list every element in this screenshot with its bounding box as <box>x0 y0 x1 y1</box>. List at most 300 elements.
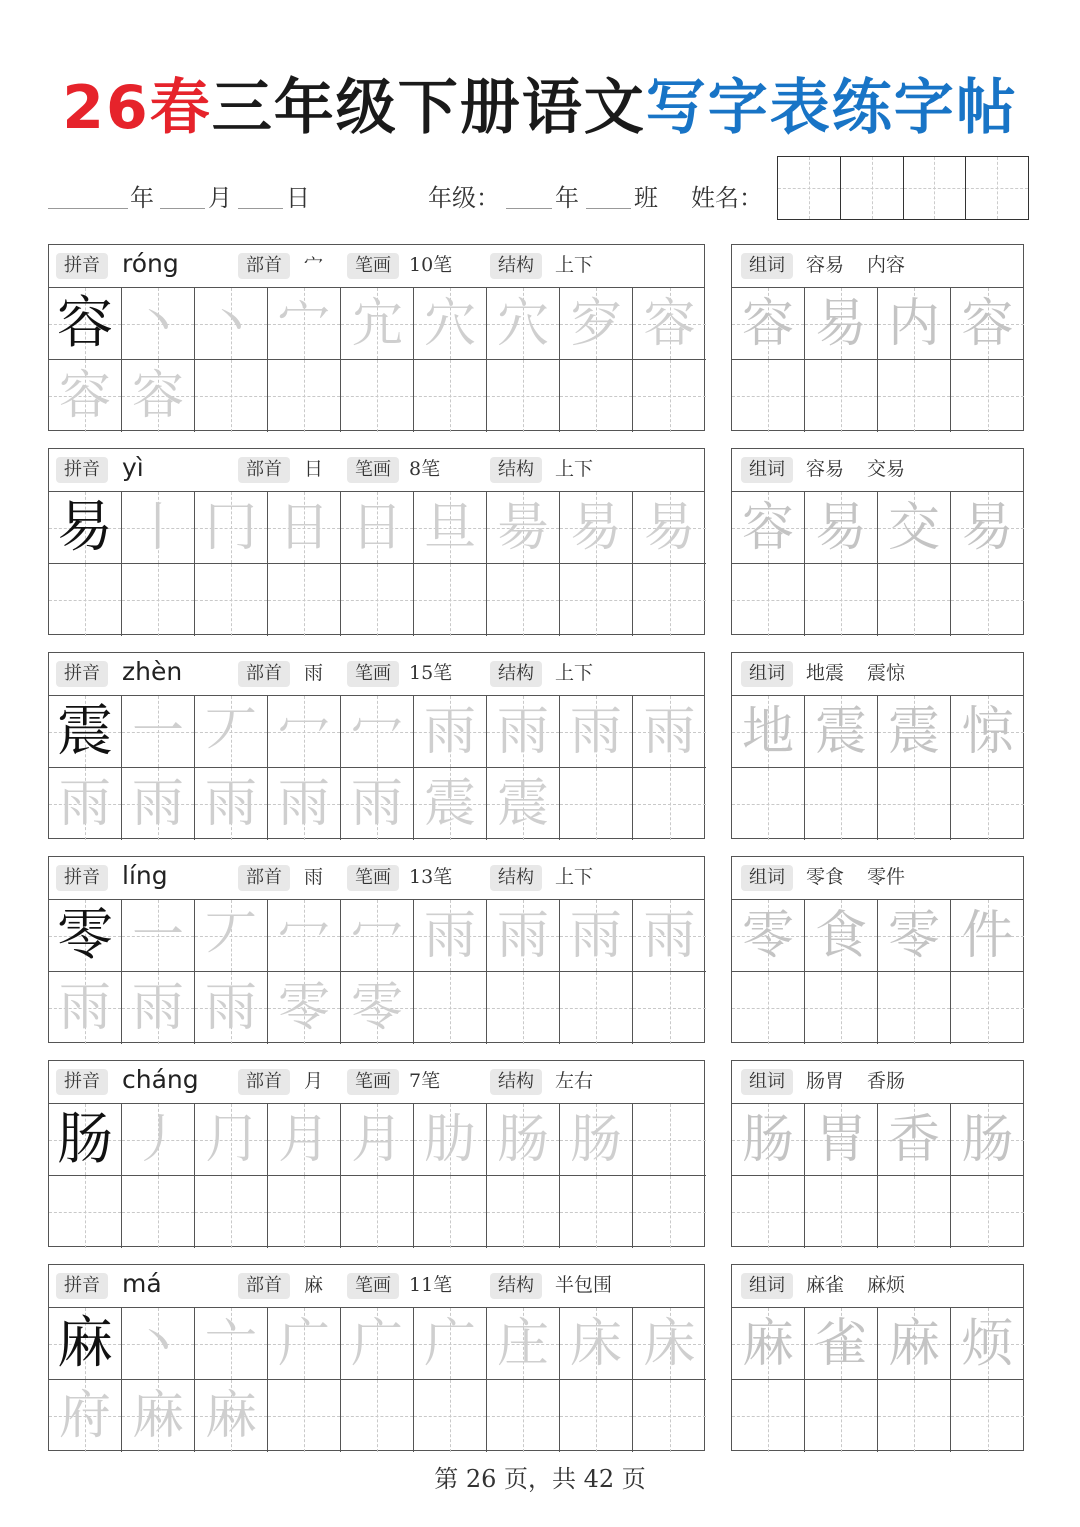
char-header <box>49 857 704 900</box>
words-header <box>732 245 1023 288</box>
words-block-3 <box>731 856 1024 1043</box>
stroke-step-cell[interactable] <box>487 696 560 768</box>
stroke-step-glyph: ⺆ <box>204 1109 257 1170</box>
char-header <box>49 449 704 492</box>
radical-value: 宀 <box>304 254 324 276</box>
word-trace-glyph: 胃 <box>814 1109 867 1170</box>
empty-word-cell[interactable] <box>805 972 878 1044</box>
empty-word-cell[interactable] <box>951 1176 1024 1248</box>
stroke-step-cell[interactable] <box>341 900 414 972</box>
stroke-step-glyph: 床 <box>643 1313 696 1374</box>
empty-practice-cell[interactable] <box>341 360 414 432</box>
words-tag: 组词 <box>741 1069 793 1095</box>
stroke-step-cell[interactable] <box>122 900 195 972</box>
word-trace-cell[interactable] <box>951 900 1024 972</box>
empty-word-cell[interactable] <box>732 360 805 432</box>
character-block-5 <box>48 1264 705 1451</box>
strokes-tag: 笔画 <box>347 1273 399 1299</box>
words-block-5 <box>731 1264 1024 1451</box>
empty-word-cell[interactable] <box>732 768 805 840</box>
word-trace-cell[interactable] <box>878 1308 951 1380</box>
empty-word-cell[interactable] <box>878 1176 951 1248</box>
stroke-step-glyph: 雨 <box>423 905 476 966</box>
empty-practice-cell[interactable] <box>268 1380 341 1452</box>
word-trace-glyph: 地 <box>741 701 794 762</box>
stroke-step-cell[interactable] <box>195 1380 268 1452</box>
empty-practice-cell[interactable] <box>560 360 633 432</box>
stroke-step-cell[interactable] <box>195 492 268 564</box>
stroke-step-glyph: 冂 <box>204 497 257 558</box>
stroke-step-cell[interactable] <box>268 696 341 768</box>
empty-practice-cell[interactable] <box>195 1176 268 1248</box>
stroke-step-cell[interactable] <box>268 900 341 972</box>
word-trace-glyph: 惊 <box>961 701 1014 762</box>
stroke-step-cell[interactable] <box>560 1308 633 1380</box>
empty-word-cell[interactable] <box>732 972 805 1044</box>
stroke-step-cell[interactable] <box>414 696 487 768</box>
word-trace-cell[interactable] <box>732 288 805 360</box>
stroke-step-glyph: 丆 <box>204 701 257 762</box>
stroke-step-cell[interactable] <box>341 1308 414 1380</box>
word-trace-cell[interactable] <box>732 1104 805 1176</box>
grade-blank[interactable] <box>506 208 552 209</box>
word-trace-glyph: 麻 <box>887 1313 940 1374</box>
words-grid <box>732 492 1023 636</box>
stroke-step-cell[interactable] <box>414 1104 487 1176</box>
word-2: 零件 <box>867 866 906 888</box>
pinyin-value: cháng <box>122 1065 199 1094</box>
word-trace-glyph: 易 <box>814 497 867 558</box>
stroke-step-cell[interactable] <box>487 492 560 564</box>
stroke-step-glyph: 零 <box>277 978 330 1038</box>
empty-practice-cell[interactable] <box>341 1176 414 1248</box>
empty-practice-cell[interactable] <box>49 1176 122 1248</box>
word-trace-cell[interactable] <box>732 492 805 564</box>
stroke-step-glyph: 容 <box>131 366 184 426</box>
word-trace-glyph: 容 <box>961 293 1014 354</box>
structure-value: 上下 <box>555 254 594 276</box>
word-trace-glyph: 零 <box>741 905 794 966</box>
stroke-step-cell[interactable] <box>49 972 122 1044</box>
word-trace-glyph: 容 <box>741 293 794 354</box>
word-trace-cell[interactable] <box>732 900 805 972</box>
day-blank[interactable] <box>238 208 283 209</box>
stroke-step-glyph: 冖 <box>350 905 403 966</box>
empty-practice-cell[interactable] <box>560 768 633 840</box>
words-grid <box>732 288 1023 432</box>
empty-practice-cell[interactable] <box>341 1380 414 1452</box>
stroke-step-cell[interactable] <box>560 696 633 768</box>
empty-practice-cell[interactable] <box>122 564 195 636</box>
stroke-step-cell[interactable] <box>414 492 487 564</box>
practice-grid <box>49 1308 704 1452</box>
stroke-step-cell[interactable] <box>195 1308 268 1380</box>
strokes-value: 11笔 <box>409 1274 453 1296</box>
stroke-step-cell[interactable] <box>122 1308 195 1380</box>
empty-practice-cell[interactable] <box>487 564 560 636</box>
name-label: 姓名： <box>691 184 763 212</box>
empty-practice-cell[interactable] <box>268 360 341 432</box>
stroke-step-glyph: 丆 <box>204 905 257 966</box>
strokes-value: 13笔 <box>409 866 453 888</box>
empty-word-cell[interactable] <box>805 360 878 432</box>
stroke-step-glyph: 雨 <box>204 774 257 834</box>
structure-tag: 结构 <box>490 1273 542 1299</box>
stroke-step-glyph: 雨 <box>569 905 622 966</box>
stroke-step-cell[interactable] <box>122 972 195 1044</box>
strokes-tag: 笔画 <box>347 1069 399 1095</box>
stroke-step-cell[interactable] <box>268 492 341 564</box>
stroke-step-glyph: 丨 <box>131 497 184 558</box>
words-block-4 <box>731 1060 1024 1247</box>
stroke-step-cell[interactable] <box>487 900 560 972</box>
empty-practice-cell[interactable] <box>414 564 487 636</box>
stroke-step-cell[interactable] <box>633 492 706 564</box>
word-trace-cell[interactable] <box>878 900 951 972</box>
word-trace-cell[interactable] <box>805 900 878 972</box>
words-grid <box>732 900 1023 1044</box>
grade-label: 年级： <box>428 184 500 212</box>
empty-practice-cell[interactable] <box>487 972 560 1044</box>
stroke-step-cell[interactable] <box>633 288 706 360</box>
words-header <box>732 653 1023 696</box>
stroke-step-cell[interactable] <box>341 696 414 768</box>
strokes-tag: 笔画 <box>347 457 399 483</box>
empty-word-cell[interactable] <box>878 360 951 432</box>
stroke-step-glyph: 肠 <box>569 1109 622 1170</box>
empty-word-cell[interactable] <box>951 564 1024 636</box>
empty-word-cell[interactable] <box>732 1380 805 1452</box>
empty-practice-cell[interactable] <box>414 1380 487 1452</box>
words-tag: 组词 <box>741 457 793 483</box>
radical-value: 雨 <box>304 866 324 888</box>
strokes-tag: 笔画 <box>347 661 399 687</box>
stroke-step-cell[interactable] <box>487 1308 560 1380</box>
stroke-step-glyph: 丶 <box>131 1313 184 1374</box>
stroke-step-cell[interactable] <box>122 696 195 768</box>
word-trace-cell[interactable] <box>951 1104 1024 1176</box>
empty-word-cell[interactable] <box>951 972 1024 1044</box>
empty-practice-cell[interactable] <box>633 768 706 840</box>
empty-word-cell[interactable] <box>805 1380 878 1452</box>
stroke-step-glyph: 月 <box>350 1109 403 1170</box>
empty-word-cell[interactable] <box>878 972 951 1044</box>
words-header <box>732 857 1023 900</box>
empty-practice-cell[interactable] <box>633 1380 706 1452</box>
stroke-step-cell[interactable] <box>414 1308 487 1380</box>
empty-word-cell[interactable] <box>805 564 878 636</box>
empty-practice-cell[interactable] <box>195 360 268 432</box>
stroke-step-cell[interactable] <box>268 768 341 840</box>
model-character <box>49 900 122 972</box>
stroke-step-cell[interactable] <box>487 1104 560 1176</box>
empty-word-cell[interactable] <box>951 360 1024 432</box>
word-trace-glyph: 交 <box>887 497 940 558</box>
word-trace-cell[interactable] <box>951 1308 1024 1380</box>
strokes-value: 7笔 <box>409 1070 441 1092</box>
words-block-0 <box>731 244 1024 431</box>
empty-practice-cell[interactable] <box>560 972 633 1044</box>
stroke-step-glyph: 雨 <box>643 701 696 762</box>
practice-grid <box>49 696 704 840</box>
stroke-step-glyph: 府 <box>58 1386 111 1446</box>
empty-practice-cell[interactable] <box>560 564 633 636</box>
word-trace-glyph: 震 <box>887 701 940 762</box>
stroke-step-glyph: 雨 <box>131 978 184 1038</box>
stroke-step-cell[interactable] <box>414 288 487 360</box>
character-block-2 <box>48 652 705 839</box>
radical-tag: 部首 <box>238 1069 290 1095</box>
empty-word-cell[interactable] <box>732 564 805 636</box>
stroke-step-glyph: 丶 <box>204 293 257 354</box>
word-trace-glyph: 麻 <box>741 1313 794 1374</box>
stroke-step-cell[interactable] <box>122 360 195 432</box>
stroke-step-glyph: 穴 <box>496 293 549 354</box>
stroke-step-cell[interactable] <box>560 288 633 360</box>
stroke-step-glyph: 震 <box>496 774 549 834</box>
stroke-step-glyph: 雨 <box>423 701 476 762</box>
class-blank[interactable] <box>586 208 631 209</box>
empty-practice-cell[interactable] <box>341 564 414 636</box>
stroke-step-cell[interactable] <box>560 900 633 972</box>
stroke-step-glyph: 震 <box>423 774 476 834</box>
stroke-step-cell[interactable] <box>341 768 414 840</box>
words-grid <box>732 1104 1023 1248</box>
stroke-step-cell[interactable] <box>341 492 414 564</box>
structure-tag: 结构 <box>490 457 542 483</box>
empty-word-cell[interactable] <box>878 564 951 636</box>
stroke-step-glyph: 床 <box>569 1313 622 1374</box>
word-2: 震惊 <box>867 662 906 684</box>
character-block-3 <box>48 856 705 1043</box>
stroke-step-cell[interactable] <box>268 288 341 360</box>
pinyin-tag: 拼音 <box>56 661 108 687</box>
stroke-step-glyph: 肠 <box>496 1109 549 1170</box>
radical-value: 麻 <box>304 1274 324 1296</box>
stroke-step-cell[interactable] <box>49 360 122 432</box>
pinyin-value: yì <box>122 453 144 482</box>
stroke-step-cell[interactable] <box>341 972 414 1044</box>
stroke-step-cell[interactable] <box>268 1308 341 1380</box>
stroke-step-cell[interactable] <box>49 1380 122 1452</box>
stroke-step-cell[interactable] <box>414 900 487 972</box>
stroke-step-cell[interactable] <box>633 1308 706 1380</box>
strokes-value: 10笔 <box>409 254 453 276</box>
structure-tag: 结构 <box>490 865 542 891</box>
word-2: 交易 <box>867 458 906 480</box>
radical-tag: 部首 <box>238 253 290 279</box>
stroke-step-glyph: 旦 <box>423 497 476 558</box>
page-footer: 第 26 页，共 42 页 <box>434 1465 646 1493</box>
practice-grid <box>49 900 704 1044</box>
word-trace-cell[interactable] <box>805 288 878 360</box>
stroke-step-cell[interactable] <box>341 1104 414 1176</box>
word-trace-cell[interactable] <box>732 1308 805 1380</box>
empty-practice-cell[interactable] <box>633 1104 706 1176</box>
model-character-glyph: 易 <box>57 494 113 560</box>
word-trace-cell[interactable] <box>732 696 805 768</box>
stroke-step-glyph: 易 <box>643 497 696 558</box>
stroke-step-glyph: 容 <box>643 293 696 354</box>
empty-practice-cell[interactable] <box>122 1176 195 1248</box>
practice-grid <box>49 1104 704 1248</box>
stroke-step-cell[interactable] <box>49 768 122 840</box>
word-2: 麻烦 <box>867 1274 906 1296</box>
stroke-step-glyph: 亠 <box>204 1313 257 1374</box>
word-trace-cell[interactable] <box>951 492 1024 564</box>
word-trace-glyph: 容 <box>741 497 794 558</box>
name-box[interactable] <box>777 156 1029 220</box>
words-header <box>732 1265 1023 1308</box>
word-trace-cell[interactable] <box>951 696 1024 768</box>
stroke-step-glyph: 雨 <box>569 701 622 762</box>
stroke-step-glyph: 穸 <box>569 293 622 354</box>
stroke-step-cell[interactable] <box>560 492 633 564</box>
empty-practice-cell[interactable] <box>560 1176 633 1248</box>
stroke-step-cell[interactable] <box>633 696 706 768</box>
empty-practice-cell[interactable] <box>414 1176 487 1248</box>
word-trace-cell[interactable] <box>805 696 878 768</box>
stroke-step-cell[interactable] <box>122 288 195 360</box>
stroke-step-glyph: 容 <box>58 366 111 426</box>
model-character <box>49 1308 122 1380</box>
pinyin-tag: 拼音 <box>56 253 108 279</box>
model-character-glyph: 麻 <box>57 1310 113 1376</box>
word-trace-cell[interactable] <box>878 288 951 360</box>
word-trace-cell[interactable] <box>951 288 1024 360</box>
stroke-step-cell[interactable] <box>560 1104 633 1176</box>
empty-practice-cell[interactable] <box>487 360 560 432</box>
day-label: 日 <box>286 184 310 212</box>
stroke-step-glyph: 日 <box>350 497 403 558</box>
title-black: 三年级下册语文 <box>211 73 646 143</box>
word-trace-cell[interactable] <box>805 492 878 564</box>
month-blank[interactable] <box>160 208 205 209</box>
empty-practice-cell[interactable] <box>195 564 268 636</box>
empty-practice-cell[interactable] <box>633 360 706 432</box>
stroke-step-glyph: 广 <box>423 1313 476 1374</box>
title-blue: 写字表练字帖 <box>645 73 1018 143</box>
word-trace-glyph: 雀 <box>814 1313 867 1374</box>
char-header <box>49 1265 704 1308</box>
stroke-step-cell[interactable] <box>414 768 487 840</box>
empty-word-cell[interactable] <box>805 1176 878 1248</box>
words-tag: 组词 <box>741 253 793 279</box>
empty-word-cell[interactable] <box>878 1380 951 1452</box>
stroke-step-cell[interactable] <box>195 972 268 1044</box>
empty-practice-cell[interactable] <box>414 360 487 432</box>
stroke-step-cell[interactable] <box>122 768 195 840</box>
empty-practice-cell[interactable] <box>49 564 122 636</box>
words-grid <box>732 1308 1023 1452</box>
model-character <box>49 1104 122 1176</box>
pinyin-value: líng <box>122 861 168 890</box>
stroke-step-glyph: 丶 <box>131 293 184 354</box>
stroke-step-glyph: 雨 <box>277 774 330 834</box>
stroke-step-glyph: 一 <box>131 701 184 762</box>
stroke-step-cell[interactable] <box>122 492 195 564</box>
empty-word-cell[interactable] <box>732 1176 805 1248</box>
stroke-step-glyph: 庄 <box>496 1313 549 1374</box>
empty-practice-cell[interactable] <box>268 564 341 636</box>
stroke-step-cell[interactable] <box>268 1104 341 1176</box>
stroke-step-cell[interactable] <box>195 900 268 972</box>
title-red: 26春 <box>62 73 212 143</box>
empty-word-cell[interactable] <box>805 768 878 840</box>
stroke-step-cell[interactable] <box>195 288 268 360</box>
word-2: 香肠 <box>867 1070 906 1092</box>
class-label: 班 <box>634 184 658 212</box>
pinyin-tag: 拼音 <box>56 865 108 891</box>
model-character-glyph: 震 <box>57 698 113 764</box>
words-header <box>732 449 1023 492</box>
empty-practice-cell[interactable] <box>487 1380 560 1452</box>
structure-value: 上下 <box>555 662 594 684</box>
empty-practice-cell[interactable] <box>560 1380 633 1452</box>
strokes-value: 8笔 <box>409 458 441 480</box>
stroke-step-glyph: 零 <box>350 978 403 1038</box>
word-trace-glyph: 烦 <box>961 1313 1014 1374</box>
structure-tag: 结构 <box>490 1069 542 1095</box>
character-block-0 <box>48 244 705 431</box>
practice-grid <box>49 288 704 432</box>
word-trace-cell[interactable] <box>878 492 951 564</box>
empty-practice-cell[interactable] <box>414 972 487 1044</box>
word-trace-cell[interactable] <box>878 1104 951 1176</box>
character-block-1 <box>48 448 705 635</box>
stroke-step-cell[interactable] <box>487 288 560 360</box>
word-trace-glyph: 肠 <box>741 1109 794 1170</box>
empty-practice-cell[interactable] <box>633 1176 706 1248</box>
empty-word-cell[interactable] <box>878 768 951 840</box>
word-trace-cell[interactable] <box>805 1104 878 1176</box>
stroke-step-cell[interactable] <box>195 696 268 768</box>
model-character-glyph: 容 <box>57 290 113 356</box>
stroke-step-cell[interactable] <box>122 1380 195 1452</box>
pinyin-value: zhèn <box>122 657 183 686</box>
info-row <box>48 170 788 216</box>
stroke-step-cell[interactable] <box>195 768 268 840</box>
month-label: 月 <box>208 184 232 212</box>
empty-practice-cell[interactable] <box>633 972 706 1044</box>
stroke-step-cell[interactable] <box>341 288 414 360</box>
empty-practice-cell[interactable] <box>633 564 706 636</box>
empty-word-cell[interactable] <box>951 768 1024 840</box>
empty-practice-cell[interactable] <box>487 1176 560 1248</box>
year-blank[interactable] <box>48 208 128 209</box>
word-trace-cell[interactable] <box>805 1308 878 1380</box>
empty-practice-cell[interactable] <box>268 1176 341 1248</box>
stroke-step-glyph: 昜 <box>496 497 549 558</box>
word-trace-glyph: 零 <box>887 905 940 966</box>
stroke-step-cell[interactable] <box>122 1104 195 1176</box>
radical-tag: 部首 <box>238 865 290 891</box>
words-block-1 <box>731 448 1024 635</box>
stroke-step-cell[interactable] <box>268 972 341 1044</box>
model-character <box>49 492 122 564</box>
empty-word-cell[interactable] <box>951 1380 1024 1452</box>
structure-value: 上下 <box>555 866 594 888</box>
stroke-step-cell[interactable] <box>195 1104 268 1176</box>
stroke-step-cell[interactable] <box>633 900 706 972</box>
strokes-tag: 笔画 <box>347 865 399 891</box>
structure-value: 上下 <box>555 458 594 480</box>
stroke-step-glyph: 雨 <box>131 774 184 834</box>
radical-value: 月 <box>304 1070 324 1092</box>
word-trace-cell[interactable] <box>878 696 951 768</box>
stroke-step-cell[interactable] <box>487 768 560 840</box>
word-trace-glyph: 内 <box>887 293 940 354</box>
